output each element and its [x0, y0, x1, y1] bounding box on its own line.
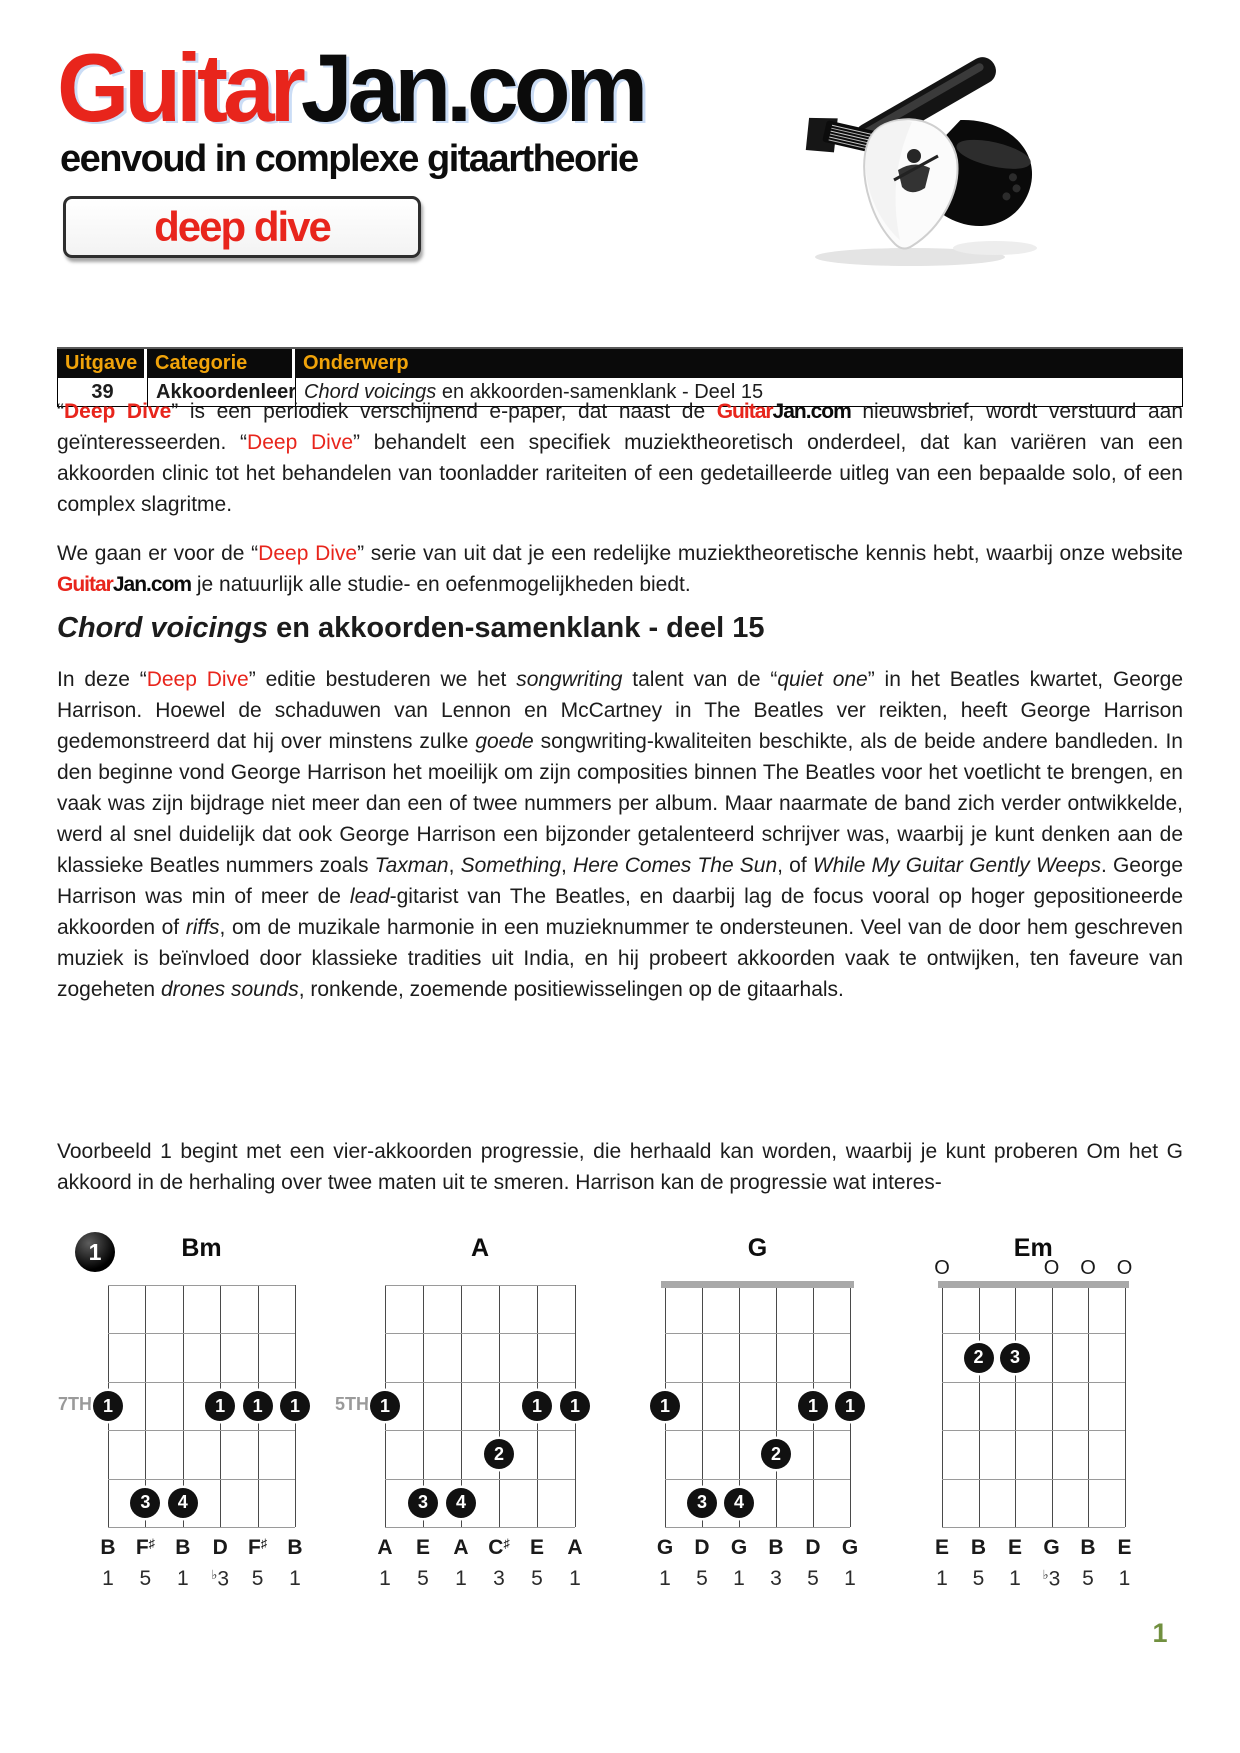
note-label: B — [100, 1536, 116, 1559]
interval-label: 1 — [569, 1567, 581, 1590]
interval-label: 1 — [455, 1567, 467, 1590]
note-label: A — [453, 1536, 469, 1559]
string-line — [1052, 1285, 1053, 1527]
fret-line — [665, 1430, 850, 1431]
fret-position-label: 7TH — [57, 1394, 92, 1414]
fret-line — [665, 1527, 850, 1528]
fret-line — [942, 1527, 1125, 1528]
note-label: D — [694, 1536, 710, 1559]
finger-dot: 3 — [1000, 1343, 1030, 1373]
col-header-onderwerp: Onderwerp — [295, 349, 1183, 378]
tagline: eenvoud in complexe gitaartheorie — [60, 138, 638, 180]
example-number: 1 — [88, 1238, 102, 1265]
cell-onderwerp: Chord voicings en akkoorden-samenklank - Deel 15 — [304, 381, 764, 403]
string-line — [1088, 1285, 1089, 1527]
note-label: E — [529, 1536, 544, 1559]
interval-label: 3 — [770, 1567, 782, 1590]
interval-label: 1 — [936, 1567, 948, 1590]
note-label: G — [656, 1536, 674, 1559]
chord-name: G — [747, 1234, 768, 1262]
paragraph-2: We gaan er voor de “Deep Dive” serie van uit dat je een redelijke muziektheoretische kennis hebt, waarbij onze website GuitarJan.com je natuurlijk alle studie- en oefenmogelijkheden biedt. — [57, 542, 1183, 596]
interval-label: 5 — [972, 1567, 985, 1590]
note-label: B — [768, 1536, 784, 1559]
note-label: F♯ — [248, 1536, 268, 1559]
interval-label: 5 — [139, 1567, 152, 1590]
fret-line — [108, 1333, 295, 1334]
fret-line — [665, 1479, 850, 1480]
interval-label: 5 — [1082, 1567, 1094, 1590]
fret-line — [665, 1382, 850, 1383]
page-number: 1 — [1152, 1618, 1168, 1648]
finger-dot: 4 — [446, 1488, 476, 1518]
finger-dot: 1 — [93, 1391, 123, 1421]
note-label: D — [805, 1536, 821, 1559]
finger-dot: 1 — [243, 1391, 273, 1421]
open-string-marker: O — [1080, 1257, 1096, 1279]
finger-dot: 3 — [687, 1488, 717, 1518]
string-line — [499, 1285, 500, 1527]
fret-line — [108, 1527, 295, 1528]
interval-label: 1 — [289, 1567, 301, 1590]
finger-dot: 3 — [130, 1488, 160, 1518]
finger-dot: 2 — [761, 1439, 791, 1469]
note-label: G — [730, 1536, 748, 1559]
chord-name: A — [470, 1234, 490, 1262]
paragraph-5: Voorbeeld 1 begint met een vier-akkoorden progressie, die herhaald kan worden, waarbij je kunt proberen Om het G akkoord in de herhaling over twee maten uit te smeren. Harrison kan de progressie wat interes- — [57, 1140, 1183, 1194]
interval-label: 1 — [102, 1567, 114, 1590]
note-label: D — [212, 1536, 228, 1559]
finger-dot: 4 — [168, 1488, 198, 1518]
fret-line — [665, 1333, 850, 1334]
interval-label: 5 — [807, 1567, 819, 1590]
interval-label: 1 — [1009, 1567, 1021, 1590]
finger-dot: 1 — [835, 1391, 865, 1421]
fret-line — [942, 1479, 1125, 1480]
chord-name: Em — [1013, 1234, 1053, 1262]
note-label: A — [377, 1536, 393, 1559]
interval-label: 1 — [844, 1567, 856, 1590]
fret-line — [385, 1333, 575, 1334]
interval-label: ♭3 — [211, 1567, 229, 1591]
interval-label: 1 — [176, 1567, 189, 1590]
fret-line — [385, 1285, 575, 1286]
fret-line — [385, 1430, 575, 1431]
interval-label: 5 — [696, 1567, 708, 1590]
fret-position-label: 5TH — [334, 1394, 369, 1414]
note-label: E — [934, 1536, 949, 1559]
interval-label: 3 — [493, 1567, 505, 1590]
finger-dot: 2 — [964, 1343, 994, 1373]
finger-dot: 3 — [408, 1488, 438, 1518]
note-label: F♯ — [135, 1536, 155, 1559]
fret-line — [108, 1430, 295, 1431]
paragraph-1: “Deep Dive” is een periodiek verschijnend e-paper, dat naast de GuitarJan.com nieuwsbrief, wordt verstuurd aan geïnteresseerden. “Deep Dive” behandelt een specifiek muziektheoretisch onderdeel, dat kan variëren van een akkoorden clinic tot het behandelen van toonladder rariteiten of een gedetailleerde uitleg van een bepaalde solo, of een complex slagritme. — [57, 400, 1184, 516]
finger-dot: 1 — [650, 1391, 680, 1421]
fret-line — [385, 1382, 575, 1383]
logo-part-jancom: Jan.com — [300, 33, 644, 142]
string-line — [1015, 1285, 1016, 1527]
note-label: G — [841, 1536, 859, 1559]
note-label: E — [1007, 1536, 1022, 1559]
interval-label: 5 — [417, 1567, 429, 1590]
note-label: G — [1043, 1536, 1060, 1559]
logo-part-guitar: Guitar — [57, 33, 301, 142]
finger-dot: 1 — [205, 1391, 235, 1421]
note-label: B — [970, 1536, 987, 1559]
col-header-uitgave: Uitgave — [57, 349, 147, 378]
string-line — [942, 1285, 943, 1527]
string-line — [1125, 1285, 1126, 1527]
fret-line — [108, 1479, 295, 1480]
interval-label: ♭3 — [1042, 1567, 1061, 1591]
note-label: E — [415, 1536, 430, 1559]
finger-dot: 1 — [280, 1391, 310, 1421]
fret-line — [108, 1382, 295, 1383]
note-label: A — [567, 1536, 583, 1559]
finger-dot: 1 — [560, 1391, 590, 1421]
open-string-marker: O — [934, 1257, 950, 1279]
string-line — [979, 1285, 980, 1527]
interval-label: 1 — [379, 1567, 391, 1590]
interval-label: 1 — [733, 1567, 745, 1590]
nut-bar — [938, 1281, 1129, 1288]
finger-dot: 4 — [724, 1488, 754, 1518]
finger-dot: 1 — [798, 1391, 828, 1421]
cell-categorie: Akkoordenleer — [148, 378, 296, 406]
note-label: B — [175, 1536, 191, 1559]
string-line — [776, 1285, 777, 1527]
col-header-categorie: Categorie — [147, 349, 295, 378]
finger-dot: 1 — [522, 1391, 552, 1421]
interval-label: 5 — [251, 1567, 264, 1590]
section-heading: Chord voicings en akkoorden-samenklank - deel 15 — [57, 612, 765, 644]
finger-dot: 2 — [484, 1439, 514, 1469]
note-label: E — [1117, 1536, 1132, 1559]
nut-bar — [661, 1281, 854, 1288]
finger-dot: 1 — [370, 1391, 400, 1421]
example-number-badge — [75, 1232, 115, 1272]
note-label: B — [287, 1536, 303, 1559]
open-string-marker: O — [1116, 1257, 1133, 1279]
fret-line — [385, 1527, 575, 1528]
cell-uitgave: 39 — [58, 378, 148, 406]
paragraph-4: In deze “Deep Dive” editie bestuderen we het songwriting talent van de “quiet one” in het Beatles kwartet, George Harrison. Hoewel de schaduwen van Lennon en McCartney in The Beatles ver reikten, heeft George Harrison gedemonstreerd dat hij over minstens zulke goede songwriting-kwaliteiten beschikte, als de beide andere bandleden. In den beginne vond George Harrison het moeilijk om zijn composities binnen The Beatles voor het voetlicht te brengen, en vaak was zijn bijdrage niet meer dan een of twee nummers per album. Maar naarmate de band zich verder ontwikkelde, werd al snel duidelijk dat ook George Harrison een bijzonder getalenteerd schrijver was, waarbij je kunt denken aan de klassieke Beatles nummers zoals Taxman, Something, Here Comes The Sun, of While My Guitar Gently Weeps. George Harrison was min of meer de lead-gitarist van The Beatles, en daarbij lag de focus vooral op hoger gepositioneerde akkoorden of riffs, om de muzikale harmonie in een muzieknummer te ondersteunen. Veel van de door hem geschreven muziek is beïnvloed door klassieke tradities uit India, en hij probeert akkoorden vaak te ontwijken, ten faveure van zogeheten drones sounds, ronkende, zoemende positiewisselingen op de gitaarhals. — [57, 668, 1184, 1001]
fret-line — [385, 1479, 575, 1480]
note-label: C♯ — [488, 1536, 510, 1559]
note-label: B — [1080, 1536, 1096, 1559]
interval-label: 1 — [1118, 1567, 1131, 1590]
fret-line — [108, 1285, 295, 1286]
chord-name: Bm — [181, 1234, 222, 1262]
deep-dive-badge-label: deep dive — [154, 203, 330, 250]
interval-label: 1 — [659, 1567, 671, 1590]
open-string-marker: O — [1043, 1257, 1060, 1279]
fret-line — [942, 1430, 1125, 1431]
interval-label: 5 — [531, 1567, 543, 1590]
fret-line — [942, 1333, 1125, 1334]
fret-line — [942, 1382, 1125, 1383]
